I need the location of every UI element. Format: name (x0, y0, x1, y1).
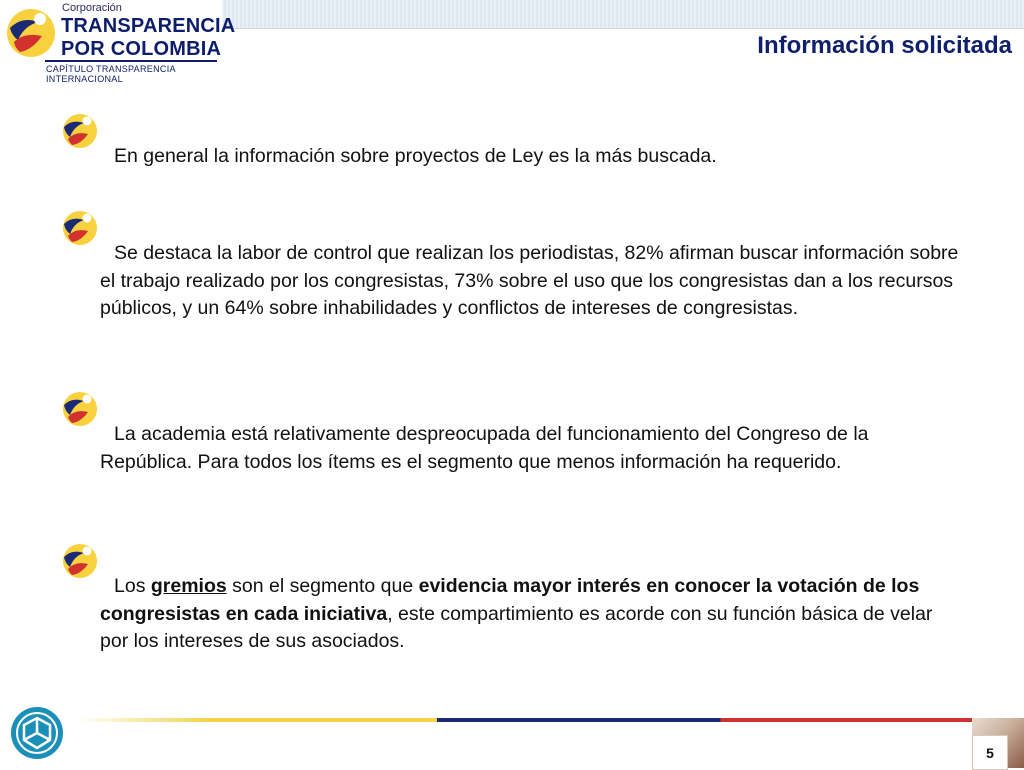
org-prefix: Corporación (62, 2, 122, 14)
bullet-text: La academia está relativamente despreocupada del funcionamiento del Congreso de la República. Para todos los ítems es el segmento que menos información ha requerido. (100, 423, 869, 473)
bullet-text: En general la información sobre proyectos de Ley es la más buscada. (114, 145, 717, 167)
bullet-text (100, 573, 960, 656)
bullet-text: Se destaca la labor de control que realizan los periodistas, 82% afirman buscar información sobre el trabajo realizado por los congresistas, 73% sobre el uso que los congresistas dan a los recursos públicos, y un 64% sobre inhabilidades y conflictos de intereses de congresistas. (100, 242, 959, 319)
bold-emphasis: evidencia mayor interés en conocer la votación de los congresistas en cada iniciativa (100, 575, 920, 625)
bullet-item (100, 421, 960, 476)
footer-divider (78, 718, 1023, 722)
bullet-logo-icon (60, 208, 100, 248)
footer-logo-icon (10, 706, 64, 760)
logo-divider (45, 60, 217, 62)
bullet-item (100, 573, 960, 656)
slide-number: 5 (972, 735, 1008, 770)
header-band (222, 0, 1024, 29)
bullet-item (100, 143, 960, 171)
bullet-logo-icon (60, 111, 100, 151)
org-name-line2: POR COLOMBIA (61, 38, 222, 60)
page-title: Información solicitada (757, 32, 1012, 59)
bullet-text-part: , este compartimiento es acorde con su función básica de velar por los intereses de sus asociados. (100, 602, 933, 652)
transparencia-logo-icon (4, 6, 58, 60)
bullet-text-part: son el segmento que (226, 575, 419, 597)
bullet-item (100, 240, 960, 323)
bullet-logo-icon (60, 541, 100, 581)
bullet-logo-icon (60, 389, 100, 429)
org-name-line1: TRANSPARENCIA (61, 15, 236, 37)
org-tagline: CAPÍTULO TRANSPARENCIA INTERNACIONAL (46, 64, 176, 84)
bullet-text-part: Los (114, 575, 151, 597)
gremios-emphasis: gremios (150, 575, 227, 597)
organization-logo (0, 0, 236, 84)
